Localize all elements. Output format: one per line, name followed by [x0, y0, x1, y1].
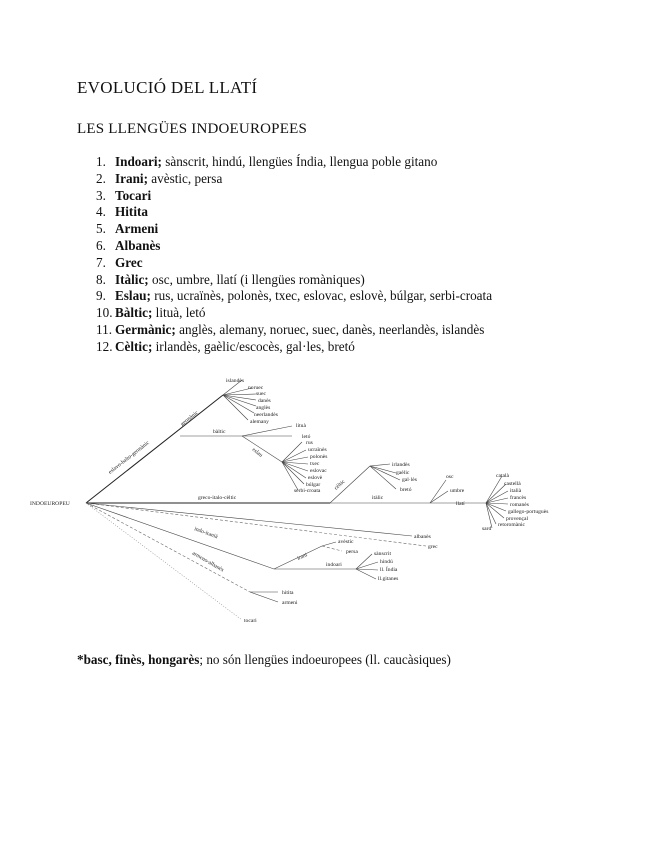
leaf-label: polonès [310, 454, 328, 460]
branch-label: bàltic [213, 429, 226, 435]
list-item: 3. Tocari [96, 187, 152, 203]
leaf-label: ucraïnès [308, 447, 327, 453]
section-title: LES LLENGÜES INDOEUROPEES [77, 121, 307, 137]
branch-line [486, 503, 504, 518]
leaf-label: danès [258, 398, 271, 404]
list-item: 6. Albanès [96, 237, 161, 253]
leaf-label: armeni [282, 600, 298, 606]
leaf-label: francès [510, 495, 527, 501]
leaf-label: noruec [248, 385, 264, 391]
leaf-label: alemany [250, 419, 269, 425]
list-item: 4. Hitita [96, 204, 148, 220]
branch-line [250, 592, 278, 602]
list-item: 2. Irani; avèstic, persa [96, 170, 223, 186]
branch-line [282, 462, 308, 464]
branch-line [430, 491, 448, 503]
leaf-label: albanès [414, 534, 431, 540]
leaf-label: búlgar [306, 482, 321, 488]
branch-label: armeno-albanès [191, 550, 225, 574]
language-family-tree-diagram [30, 370, 570, 632]
branch-line [282, 462, 308, 471]
language-family-list [96, 154, 492, 356]
branch-line [223, 395, 256, 400]
leaf-label: gallego-portuguès [508, 509, 549, 515]
leaf-label: hitita [282, 590, 294, 596]
branch-line [242, 436, 282, 462]
leaf-label: islandès [226, 378, 245, 384]
leaf-label: grec [428, 544, 438, 550]
leaf-label: sànscrit [374, 551, 392, 557]
list-item: 9. Eslau; rus, ucraïnès, polonès, txec, eslovac, eslovè, búlgar, serbi-croata [96, 288, 493, 304]
leaf-label: sard [482, 526, 492, 532]
root-label: INDOEUROPEU [30, 501, 70, 507]
branch-line [486, 503, 508, 504]
leaf-label: avèstic [338, 539, 354, 545]
list-item: 11. Germànic; anglès, alemany, noruec, suec, danès, neerlandès, islandès [96, 321, 485, 337]
list-item: 10. Bàltic; lituà, letó [96, 305, 206, 321]
branch-label: eslavo-balto-germànic [107, 440, 151, 476]
branch-line [242, 426, 292, 436]
branch-label: eslau [250, 446, 264, 459]
branch-line [322, 542, 336, 546]
leaf-label: tocari [244, 618, 257, 624]
leaf-label: persa [346, 549, 358, 555]
branch-label: irani [296, 552, 309, 562]
list-item: 8. Itàlic; osc, umbre, llatí (i llengües romàniques) [96, 271, 365, 287]
branch-line [86, 503, 250, 592]
branch-line [430, 480, 446, 503]
leaf-label: ll. Índia [380, 567, 398, 573]
branch-label: cèltic [333, 478, 347, 492]
list-item: 1. Indoari; sànscrit, hindú, llengües Índia, llengua poble gitano [96, 154, 438, 169]
leaf-label: hindú [380, 559, 393, 565]
leaf-label: castellà [504, 481, 521, 487]
branch-line [282, 462, 306, 478]
leaf-label: suec [256, 391, 266, 397]
footnote: *basc, finès, hongarès; no són llengües indoeuropees (ll. caucàsiques) [77, 652, 451, 667]
leaf-label: rus [306, 440, 313, 446]
leaf-label: italià [510, 488, 522, 494]
branch-line [370, 464, 390, 466]
leaf-label: provençal [506, 516, 529, 522]
branch-line [86, 395, 223, 503]
branch-label: germànic [179, 410, 200, 428]
branch-line [486, 498, 508, 503]
leaf-label: serbi-croata [294, 488, 321, 494]
branch-line [356, 569, 378, 570]
leaf-label: bretó [400, 487, 412, 493]
list-item: 5. Armeni [96, 221, 159, 237]
leaf-label: gaèlic [396, 470, 410, 476]
branch-label: indoari [326, 562, 342, 568]
branch-line [86, 503, 426, 546]
leaf-label: retoromànic [498, 522, 526, 528]
branch-label: llatí [456, 501, 465, 507]
leaf-label: txec [310, 461, 320, 467]
leaf-label: letó [302, 434, 311, 440]
leaf-label: anglès [256, 405, 271, 411]
leaf-label: català [496, 473, 510, 479]
leaf-label: umbre [450, 488, 465, 494]
branch-line [356, 569, 376, 579]
leaf-label: irlandès [392, 462, 410, 468]
leaf-label: eslovac [310, 468, 327, 474]
branch-line [486, 503, 492, 528]
branch-line [322, 546, 342, 551]
leaf-label: gal·lès [402, 477, 417, 483]
branch-line [86, 503, 274, 569]
leaf-label: ll.gitanes [378, 576, 399, 582]
leaf-label: eslovè [308, 475, 323, 481]
leaf-label: romanès [510, 502, 529, 508]
branch-line [282, 450, 306, 462]
branch-line [223, 394, 256, 395]
page-title: EVOLUCIÓ DEL LLATÍ [77, 78, 258, 97]
branch-label: itàlic [372, 495, 384, 501]
branch-line [86, 503, 412, 536]
branch-label: indo-iranià [193, 526, 219, 541]
list-item: 12. Cèltic; irlandès, gaèlic/escocès, gal·les, bretó [96, 338, 355, 354]
leaf-label: lituà [296, 423, 306, 429]
branch-label: greco-italo-cèltic [198, 495, 237, 501]
leaf-label: osc [446, 474, 454, 480]
list-item: 7. Grec [96, 254, 143, 270]
branch-line [86, 503, 242, 620]
leaf-label: neerlandès [254, 412, 278, 418]
